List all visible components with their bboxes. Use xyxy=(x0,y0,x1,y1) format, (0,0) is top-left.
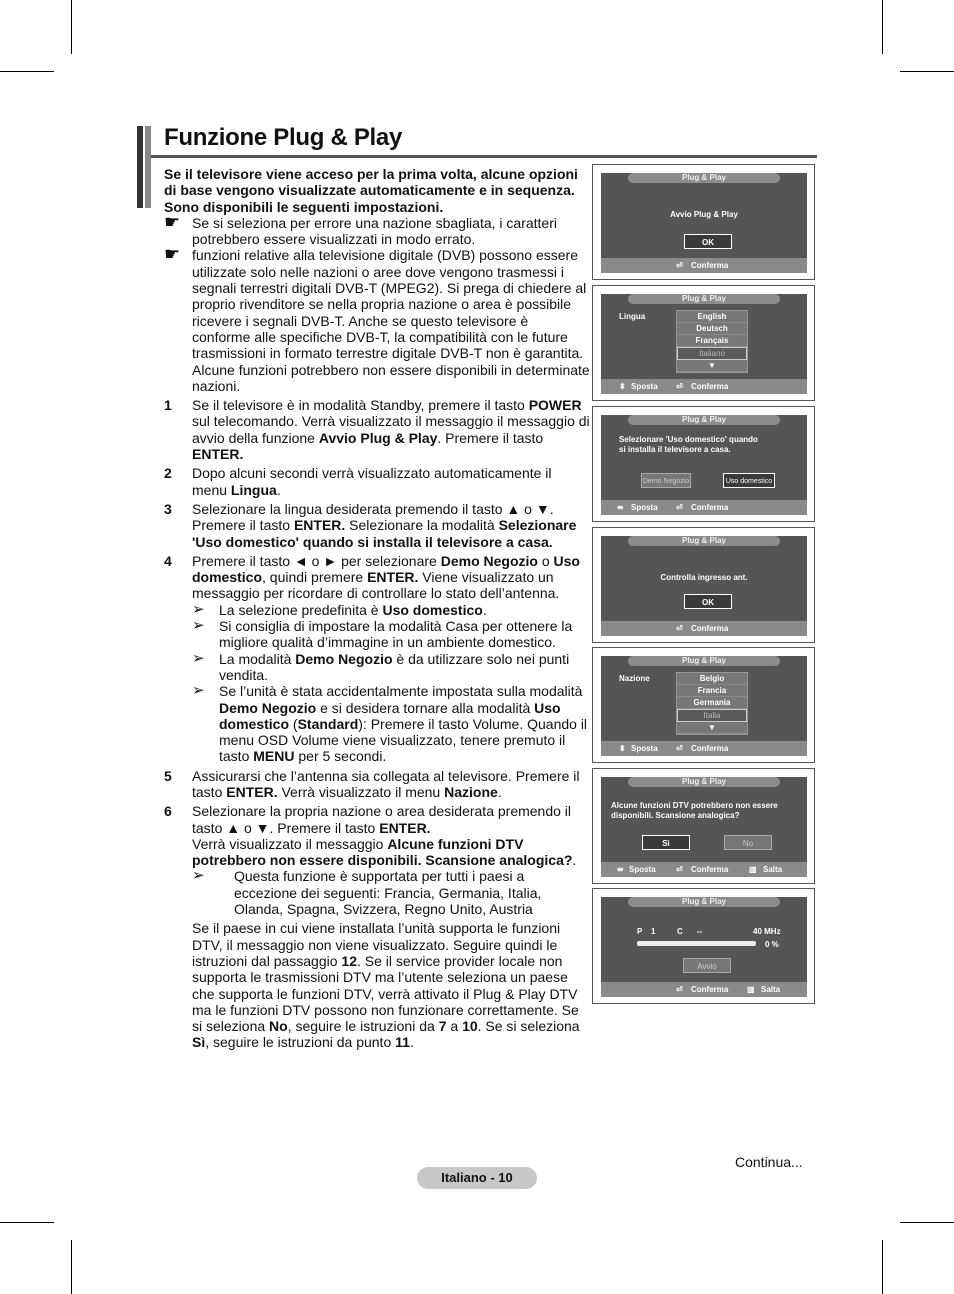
list-item[interactable]: Deutsch xyxy=(677,323,747,335)
list-item[interactable]: Français xyxy=(677,335,747,347)
osd-screen-mode xyxy=(592,406,815,522)
step-1: 1 Se il televisore è in modalità Standby, premere il tasto POWER sul telecomando. Verrà visualizzato il messaggio il messaggio di avvio della funzione Avvio Plug & Play. Premere il tasto ENTER. xyxy=(164,397,590,463)
list-item[interactable]: Belgio xyxy=(677,673,747,685)
crop-mark xyxy=(882,1240,883,1294)
step-4-notes xyxy=(164,602,590,765)
osd-footer: ⬌ Sposta ⏎ Conferma xyxy=(601,500,807,515)
page-title: Funzione Plug & Play xyxy=(164,124,403,151)
country-label: Nazione xyxy=(619,674,650,683)
note-item: ➢ Questa funzione è supportata per tutti i paesi a eccezione dei seguenti: Francia, Germania, Italia, Olanda, Spagna, Svizzera, Regno Unito, Austria xyxy=(192,867,542,918)
channel-value: -- xyxy=(697,927,703,936)
enter-icon: ⏎ xyxy=(676,744,683,753)
list-item[interactable]: English xyxy=(677,311,747,323)
osd-header: Plug & Play xyxy=(628,294,780,304)
pointing-hand-icon: ☛ xyxy=(164,211,181,232)
enter-icon: ⏎ xyxy=(676,624,683,633)
osd-screen-antenna xyxy=(592,527,815,643)
title-rule xyxy=(151,155,817,158)
uso-domestico-button[interactable]: Uso domestico xyxy=(723,473,775,488)
page-number: Italiano - 10 xyxy=(417,1167,537,1189)
continue-link[interactable]: Continua... xyxy=(735,1154,803,1170)
step-6-notes xyxy=(164,868,590,917)
language-label: Lingua xyxy=(619,312,646,321)
list-item[interactable]: Italiano xyxy=(677,347,747,360)
step-4: 4 Premere il tasto ◄ o ► per selezionare Demo Negozio o Uso domestico, quindi premere ENTER. Viene visualizzato un messaggio per ricordare di controllare lo stato dell’antenna. xyxy=(164,552,580,602)
leftright-icon: ⬌ xyxy=(617,865,624,874)
step-6: 6 Selezionare la propria nazione o area desiderata premendo il tasto ▲ o ▼. Premere il tasto ENTER. Verrà visualizzato il messaggio Alcune funzioni DTV potrebbero non essere disponibili. Scansione analogica?. xyxy=(164,803,577,869)
si-button[interactable]: Sì xyxy=(642,835,690,850)
osd-screen-avvio xyxy=(592,164,815,280)
note-item: ➢ La selezione predefinita è Uso domestico. xyxy=(192,600,487,618)
progress-percent: 0 % xyxy=(765,940,779,949)
osd-message: Controlla ingresso ant. xyxy=(660,573,748,582)
osd-header: Plug & Play xyxy=(628,536,780,546)
osd-screen-nazione xyxy=(592,647,815,763)
step-6-paragraph: Se il paese in cui viene installata l’unità supporta le funzioni DTV, il messaggio non viene visualizzato. Seguire quindi le istruzioni dal passaggio 12. Se il service provider locale non supporta le trasmissioni DTV ma l’utente seleziona un paese che supporta le funzioni DTV, verrà attivato il Plug & Play DTV ma le funzioni DTV possono non funzionare correttamente. Se si seleziona No, seguire le istruzioni da 7 a 10. Se si seleziona Sì, seguire le istruzioni da punto 11. xyxy=(192,920,580,1051)
crop-mark xyxy=(71,0,72,54)
list-item[interactable]: Germania xyxy=(677,697,747,709)
scroll-down-icon[interactable]: ▼ xyxy=(677,360,747,372)
crop-mark xyxy=(0,1222,54,1223)
crop-mark xyxy=(882,0,883,54)
osd-message: Alcune funzioni DTV potrebbero non essere disponibili. Scansione analogica? xyxy=(611,801,778,820)
osd-message: Avvio Plug & Play xyxy=(670,210,738,219)
enter-icon: ⏎ xyxy=(676,985,683,994)
crop-mark xyxy=(900,71,954,72)
osd-footer: ⬌ Sposta ⏎ Conferma ▥ Salta xyxy=(601,862,807,877)
step-5: 5 Assicurarsi che l’antenna sia collegata al televisore. Premere il tasto ENTER. Verrà visualizzato il menu Nazione. xyxy=(164,767,580,800)
osd-message: Selezionare 'Uso domestico' quando si installa il televisore a casa. xyxy=(619,435,758,454)
step-3: 3 Selezionare la lingua desiderata premendo il tasto ▲ o ▼. Premere il tasto ENTER. Selezionare la modalità Selezionare 'Uso domestico' quando si installa il televisore a casa. xyxy=(164,500,577,550)
osd-footer: ⬍ Sposta ⏎ Conferma xyxy=(601,379,807,394)
arrow-note-icon: ➢ xyxy=(192,649,205,667)
enter-icon: ⏎ xyxy=(676,261,683,270)
country-list[interactable] xyxy=(676,672,748,735)
list-item[interactable]: Francia xyxy=(677,685,747,697)
osd-footer: ⏎ Conferma xyxy=(601,621,807,636)
osd-footer: ⏎ Conferma xyxy=(601,258,807,273)
crop-mark xyxy=(71,1240,72,1294)
osd-header: Plug & Play xyxy=(628,173,780,183)
instructions xyxy=(164,166,590,1051)
frequency-value: 40 MHz xyxy=(753,927,781,936)
ok-button[interactable]: OK xyxy=(684,594,732,609)
updown-icon: ⬍ xyxy=(619,382,626,391)
arrow-note-icon: ➢ xyxy=(192,600,205,618)
note-item: ➢ La modalità Demo Negozio è da utilizzare solo nei punti vendita. xyxy=(192,649,570,683)
language-list[interactable] xyxy=(676,310,748,373)
channel-label: C xyxy=(677,927,683,936)
enter-icon: ⏎ xyxy=(676,503,683,512)
leftright-icon: ⬌ xyxy=(617,503,624,512)
enter-icon: ⏎ xyxy=(676,865,683,874)
osd-header: Plug & Play xyxy=(628,777,780,787)
osd-screen-lingua xyxy=(592,285,815,401)
progress-bar xyxy=(637,941,756,946)
ok-button[interactable]: OK xyxy=(684,234,732,249)
arrow-note-icon: ➢ xyxy=(192,682,205,700)
note-item: ➢ Se l’unità è stata accidentalmente impostata sulla modalità Demo Negozio e si desidera tornare alla modalità Uso domestico (Standard): Premere il tasto Volume. Quando il menu OSD Volume viene visualizzato, tenere premuto il tasto MENU per 5 secondi. xyxy=(192,682,588,765)
arrow-note-icon: ➢ xyxy=(192,867,205,885)
updown-icon: ⬍ xyxy=(619,744,626,753)
demo-negozio-button[interactable]: Demo Negozio xyxy=(641,473,691,488)
osd-header: Plug & Play xyxy=(628,656,780,666)
osd-screen-scan xyxy=(592,888,815,1004)
avvio-button[interactable]: Avvio xyxy=(683,958,731,973)
skip-icon: ▥ xyxy=(749,865,757,874)
osd-header: Plug & Play xyxy=(628,897,780,907)
arrow-note-icon: ➢ xyxy=(192,617,205,635)
osd-footer: ⬍ Sposta ⏎ Conferma xyxy=(601,741,807,756)
scroll-down-icon[interactable]: ▼ xyxy=(677,722,747,734)
step-2: 2 Dopo alcuni secondi verrà visualizzato automaticamente il menu Lingua. xyxy=(164,465,552,498)
no-button[interactable]: No xyxy=(724,835,772,850)
pointing-hand-icon: ☛ xyxy=(164,244,181,265)
crop-mark xyxy=(900,1222,954,1223)
intro-text: Se il televisore viene acceso per la prima volta, alcune opzioni di base vengono visualizzate automaticamente e in sequenza. Sono disponibili le seguenti impostazioni. xyxy=(164,166,578,215)
note-item: ☛ Se si seleziona per errore una nazione sbagliata, i caratteri potrebbero essere visualizzati in modo errato. xyxy=(164,211,557,248)
osd-screen-dtv xyxy=(592,768,815,884)
crop-mark xyxy=(0,71,54,72)
skip-icon: ▥ xyxy=(747,985,755,994)
list-item[interactable]: Italia xyxy=(677,709,747,722)
title-accent-bar xyxy=(137,126,151,208)
program-label: P xyxy=(637,927,643,936)
osd-footer: ⏎ Conferma ▥ Salta xyxy=(601,982,807,997)
note-item: ➢ Si consiglia di impostare la modalità Casa per ottenere la migliore qualità d’immagine in un ambiente domestico. xyxy=(192,617,573,651)
osd-header: Plug & Play xyxy=(628,415,780,425)
program-value: 1 xyxy=(651,927,656,936)
note-item: ☛ funzioni relative alla televisione digitale (DVB) possono essere utilizzate solo nelle nazioni o aree dove vengono trasmessi i segnali terrestri digitali DVB-T (MPEG2). Si prega di chiedere al proprio rivenditore se nella propria nazione o area è possibile ricevere i segnali DVB-T. Anche se questo televisore è conforme alle specifiche DVB-T, la compatibilità con le future trasmissioni in formato terrestre digitale DVB-T non è garantita. Alcune funzioni potrebbero non essere disponibili in determinate nazioni. xyxy=(164,244,590,394)
enter-icon: ⏎ xyxy=(676,382,683,391)
